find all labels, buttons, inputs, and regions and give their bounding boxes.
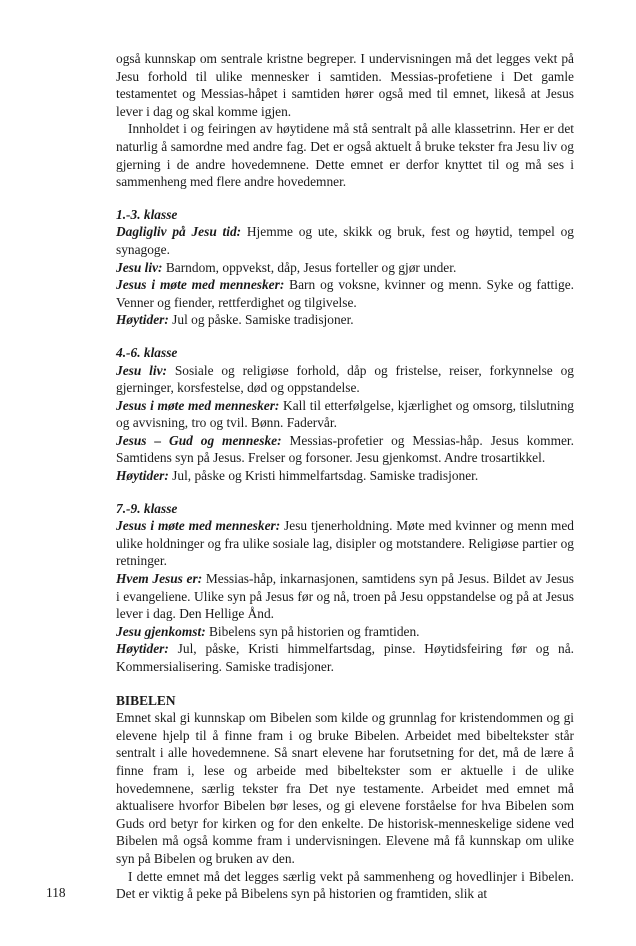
item-text: Bibelens syn på historien og framtiden. — [205, 623, 420, 639]
item-label: Jesu liv: — [116, 362, 167, 378]
list-item — [116, 223, 574, 258]
item-text: Messias-håp, inkarnasjonen, samtidens syn på Jesus. Bildet av Jesus i evangeliene. Ulike syn på Jesus før og nå, troen på Jesu oppstandelse og på at Jesus lever i dag. Den Hellige Ånd. — [116, 571, 574, 622]
item-label: Jesu gjenkomst: — [116, 623, 206, 639]
item-text: Jul, påske og Kristi himmelfartsdag. Samiske tradisjoner. — [168, 468, 479, 484]
list-item — [116, 517, 574, 570]
section-title: 1.-3. klasse — [116, 206, 178, 222]
item-text: Sosiale og religiøse forhold, dåp og fristelse, reiser, forkynnelse og gjerninger, korsfestelse, død og oppstandelse. — [116, 362, 574, 396]
list-item — [116, 259, 574, 277]
item-label: Jesus i møte med mennesker: — [116, 518, 281, 534]
section-4-6-klasse — [116, 344, 574, 485]
list-item — [116, 623, 574, 641]
page-number: 118 — [46, 885, 66, 900]
item-text: Barndom, oppvekst, dåp, Jesus forteller og gjør under. — [162, 259, 457, 275]
intro-paragraph-1: også kunnskap om sentrale kristne begreper. I undervisningen må det legges vekt på Jesu forhold til ulike mennesker i samtiden. Messias-profetiene i Det gamle testamentet og Messias-håpet i samtiden hører også med til emnet, likeså at Jesus lever i dag og skal komme igjen. — [116, 51, 574, 119]
item-text: Kall til etterfølgelse, kjærlighet og omsorg, tilslutning og avvisning, tro og tvil. Bønn. Fadervår. — [116, 397, 574, 431]
item-label: Høytider: — [116, 641, 169, 657]
item-label: Høytider: — [116, 468, 169, 484]
list-item — [116, 276, 574, 311]
section-1-3-klasse — [116, 206, 574, 329]
list-item — [116, 640, 574, 675]
section-title: 4.-6. klasse — [116, 344, 178, 360]
item-text: Hjemme og ute, skikk og bruk, fest og høytid, tempel og synagoge. — [116, 224, 574, 257]
item-label: Høytider: — [116, 312, 169, 328]
item-label: Jesus i møte med mennesker: — [116, 277, 285, 293]
list-item — [116, 311, 574, 329]
list-item — [116, 397, 574, 432]
list-item — [116, 362, 574, 397]
item-text: Jul og påske. Samiske tradisjoner. — [168, 312, 354, 328]
item-text: Jesu tjenerholdning. Møte med kvinner og menn med ulike holdninger og fra ulike sosiale lag, disipler og motstandere. Religiøse partier og retninger. — [116, 518, 574, 569]
bibelen-paragraph-2: I dette emnet må det legges særlig vekt på sammenheng og hovedlinjer i Bibelen. Det er viktig å peke på Bibelens syn på historien og framtiden, slik at — [116, 868, 574, 902]
list-item — [116, 467, 574, 485]
item-text: Messias-profetier og Messias-håp. Jesus kommer. Samtidens syn på Jesus. Frelser og forsoner. Jesu gjenkomst. Andre trosartikkel. — [116, 432, 574, 466]
section-heading-bibelen: BIBELEN — [116, 692, 176, 708]
item-text: Barn og voksne, kvinner og menn. Syke og fattige. Venner og fiender, rettferdighet og tilgivelse. — [116, 277, 574, 310]
item-label: Hvem Jesus er: — [116, 571, 203, 587]
item-text: Jul, påske, Kristi himmelfartsdag, pinse. Høytidsfeiring før og nå. Kommersialisering. Samiske tradisjoner. — [116, 641, 574, 674]
bibelen-paragraph-1: Emnet skal gi kunnskap om Bibelen som kilde og grunnlag for kristendommen og gi elevene hjelp til å finne fram i og bruke Bibelen. Arbeidet med bibeltekster står sentralt i alle hovedemnene. Så snart elevene har forutsetning for det, må de lære å finne fram i, lese og arbeide med bibeltekster som er aktuelle i de ulike hovedemnene, særlig tekster fra Det nye testamente. Arbeidet med emnet må aktualisere hvorfor Bibelen bør leses, og gi elevene forståelse for hva Bibelen som Guds ord betyr for kirken og for den enkelte. De historisk-menneskelige sidene ved Bibelen må også komme fram i undervisningen. Elevene må få kunnskap om ulike syn på Bibelen og bruken av den. — [116, 710, 574, 866]
intro-paragraph-2: Innholdet i og feiringen av høytidene må stå sentralt på alle klassetrinn. Her er det naturlig å samordne med andre fag. Det er også aktuelt å bruke tekster fra Jesu liv og gjerning i de andre hovedemnene. Dette emnet er derfor knyttet til og må ses i sammenheng med flere andre hovedemner. — [116, 121, 574, 190]
item-label: Jesu liv: — [116, 259, 163, 275]
list-item — [116, 570, 574, 623]
section-7-9-klasse — [116, 500, 574, 676]
item-label: Jesus i møte med mennesker: — [116, 397, 280, 413]
section-title: 7.-9. klasse — [116, 500, 178, 516]
page-body — [116, 50, 574, 903]
item-label: Jesus – Gud og menneske: — [116, 432, 282, 448]
item-label: Dagligliv på Jesu tid: — [116, 224, 242, 240]
list-item — [116, 432, 574, 467]
